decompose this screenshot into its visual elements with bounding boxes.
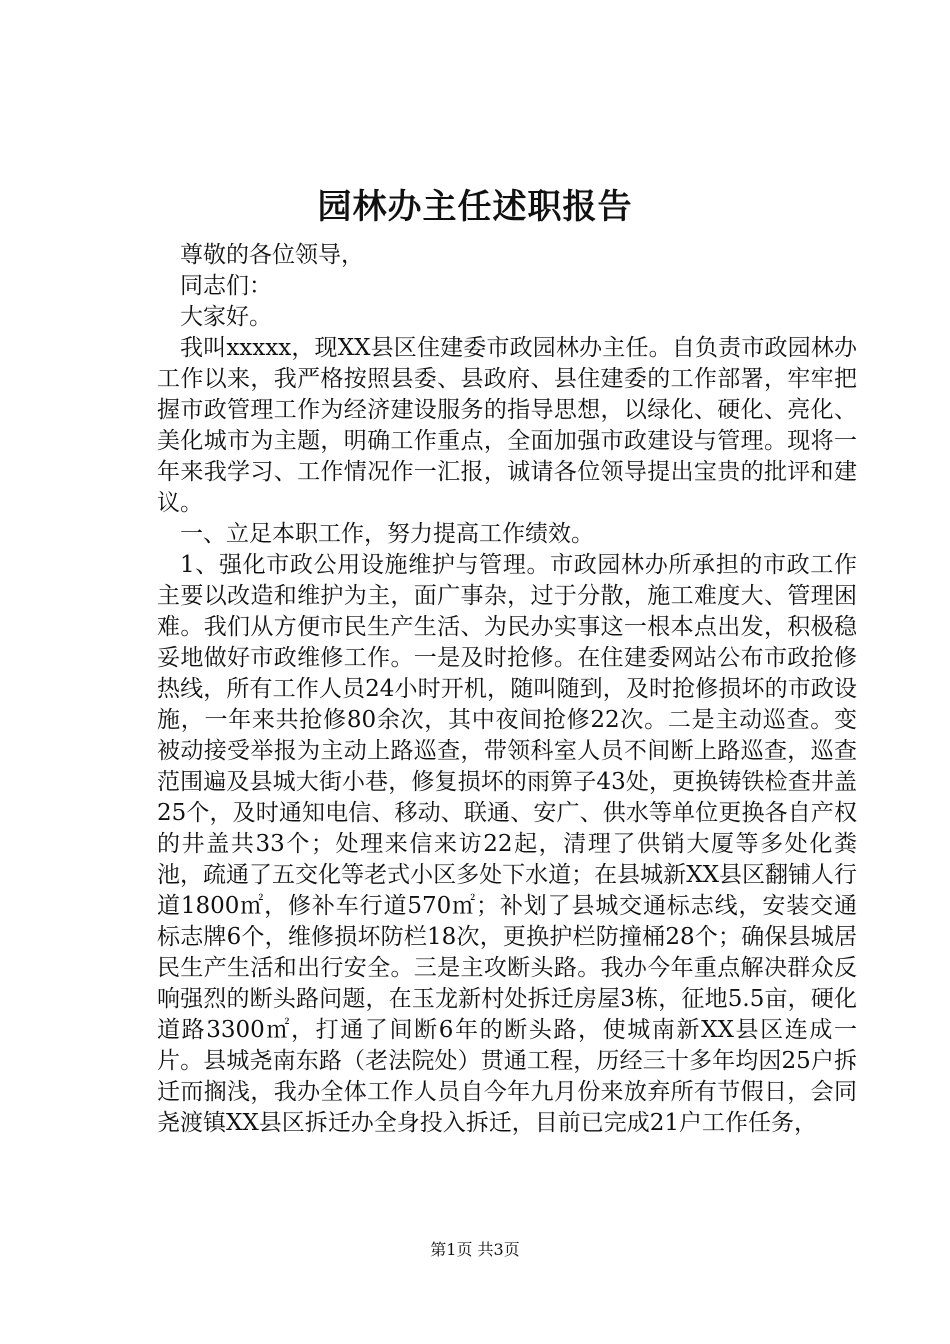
page-footer: 第1页 共3页 — [430, 1240, 520, 1259]
paragraph-comrades: 同志们： — [180, 273, 272, 299]
paragraph-greeting: 大家好。 — [180, 304, 272, 330]
section-heading-1: 一、立足本职工作，努力提高工作绩效。 — [180, 521, 594, 547]
document-title: 园林办主任述职报告 — [317, 187, 633, 227]
paragraph-salutation: 尊敬的各位领导， — [180, 242, 364, 268]
document-body — [157, 240, 857, 1139]
paragraph-municipal-maintenance: 1、强化市政公用设施维护与管理。市政园林办所承担的市政工作主要以改造和维护为主，面广事杂，过于分散，施工难度大、管理困难。我们从方便市民生产生活、为民办实事这一根本点出发，积极稳妥地做好市政维修工作。一是及时抢修。在住建委网站公布市政抢修热线，所有工作人员24小时开机，随叫随到，及时抢修损坏的市政设施，一年来共抢修80余次，其中夜间抢修22次。二是主动巡查。变被动接受举报为主动上路巡查，带领科室人员不间断上路巡查，巡查范围遍及县城大街小巷，修复损坏的雨箅子43处，更换铸铁检查井盖25个，及时通知电信、移动、联通、安广、供水等单位更换各自产权的井盖共33个；处理来信来访22起，清理了供销大厦等多处化粪池，疏通了五交化等老式小区多处下水道；在县城新XX县区翻铺人行道1800㎡，修补车行道570㎡；补划了县城交通标志线，安装交通标志牌6个，维修损坏防栏18次，更换护栏防撞桶28个；确保县城居民生产生活和出行安全。三是主攻断头路。我办今年重点解决群众反响强烈的断头路问题，在玉龙新村处拆迁房屋3栋，征地5.5亩，硬化道路3300㎡，打通了间断6年的断头路，使城南新XX县区连成一片。县城尧南东路（老法院处）贯通工程，历经三十多年均因25户拆迁而搁浅，我办全体工作人员自今年九月份来放弃所有节假日，会同尧渡镇XX县区拆迁办全身投入拆迁，目前已完成21户工作任务， — [157, 552, 857, 1136]
paragraph-introduction: 我叫xxxxx，现XX县区住建委市政园林办主任。自负责市政园林办工作以来，我严格按照县委、县政府、县住建委的工作部署，牢牢把握市政管理工作为经济建设服务的指导思想，以绿化、硬化、亮化、美化城市为主题，明确工作重点，全面加强市政建设与管理。现将一年来我学习、工作情况作一汇报，诚请各位领导提出宝贵的批评和建议。 — [157, 335, 857, 516]
